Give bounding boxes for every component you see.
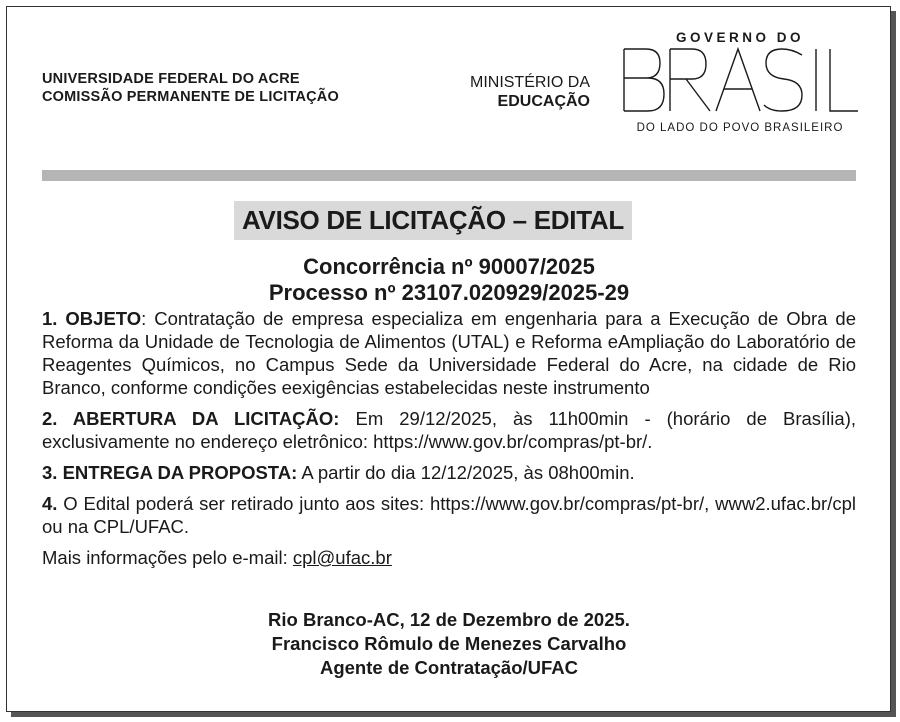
signature-place-date: Rio Branco-AC, 12 de Dezembro de 2025. [268, 609, 630, 630]
contato-text: Mais informações pelo e-mail: [42, 547, 293, 568]
signature-role: Agente de Contratação/UFAC [319, 657, 578, 678]
section-edital [42, 492, 856, 538]
edital-text: O Edital poderá ser retirado junto aos sites: https://www.gov.br/compras/pt-br/, www2.ufac.br/cpl ou na CPL/UFAC. [42, 493, 856, 537]
commission-name: COMISSÃO PERMANENTE DE LICITAÇÃO [42, 89, 339, 105]
section-objeto [42, 307, 856, 399]
objeto-label: 1. OBJETO [42, 308, 142, 329]
section-contato [42, 546, 856, 569]
government-logo-tagline: DO LADO DO POVO BRASILEIRO [636, 122, 844, 134]
notice-body [42, 307, 856, 577]
entrega-label: 3. ENTREGA DA PROPOSTA: [42, 462, 298, 483]
abertura-text: Em 29/12/2025, às 11h00min - (horário de Brasília), exclusivamente no endereço eletrônico: https://www.gov.br/compras/pt-br/. [42, 408, 856, 452]
edital-label: 4. [42, 493, 58, 514]
section-entrega [42, 461, 856, 484]
institution-header [42, 70, 339, 106]
contact-email-link[interactable]: cpl@ufac.br [292, 547, 392, 568]
government-logo [620, 30, 860, 134]
ministry-line2: EDUCAÇÃO [497, 93, 590, 110]
section-abertura [42, 407, 856, 453]
notice-title: AVISO DE LICITAÇÃO – EDITAL [234, 201, 632, 240]
entrega-text: A partir do dia 12/12/2025, às 08h00min. [297, 462, 635, 483]
abertura-label: 2. ABERTURA DA LICITAÇÃO: [42, 408, 340, 429]
ministry-line1: MINISTÉRIO DA [469, 74, 590, 91]
signature-name: Francisco Rômulo de Menezes Carvalho [271, 633, 627, 654]
government-logo-top: GOVERNO DO [675, 30, 804, 45]
institution-name: UNIVERSIDADE FEDERAL DO ACRE [42, 71, 300, 87]
brasil-wordmark [620, 45, 860, 115]
processo-number: Processo nº 23107.020929/2025-29 [268, 280, 630, 305]
header-divider [42, 170, 856, 181]
objeto-text: : Contratação de empresa especializa em engenharia para a Execução de Obra de Reforma da Unidade de Tecnologia de Alimentos (UTAL) e Reforma eAmpliação do Laboratório de Reagentes Químicos, no Campus Sede da Universidade Federal do Acre, na cidade de Rio Branco, conforme condições eexigências estabelecidas neste instrumento [42, 308, 856, 398]
concorrencia-number: Concorrência nº 90007/2025 [303, 254, 595, 279]
ministry-logo [452, 73, 590, 111]
